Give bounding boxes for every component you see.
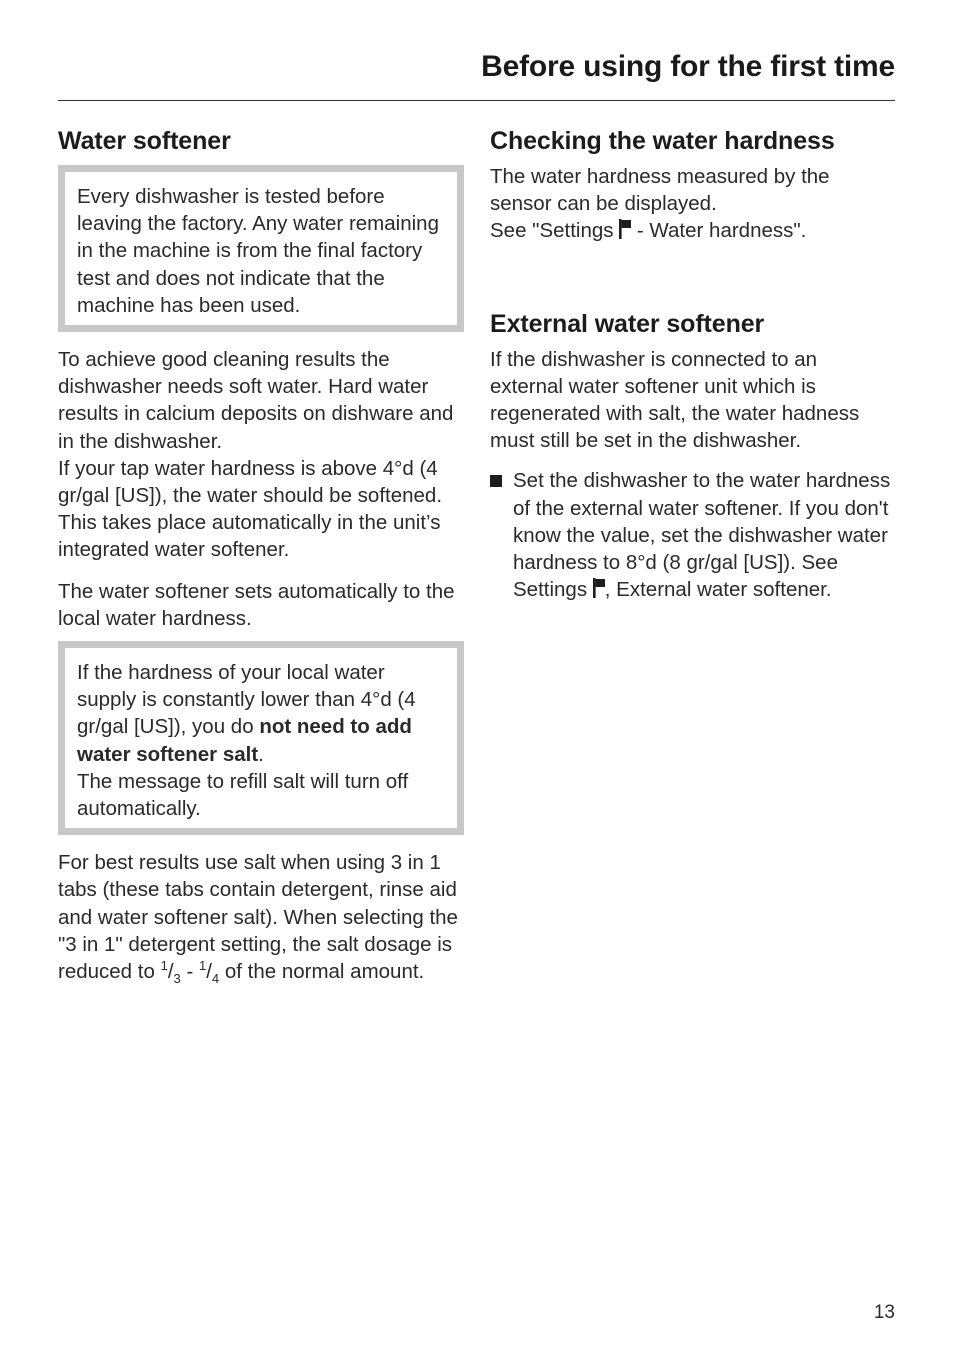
square-bullet-icon bbox=[490, 475, 502, 487]
fraction-numerator: 1 bbox=[160, 958, 168, 974]
bullet-text-start: Set the dishwasher to the water hardness of the external water softener. If you don't know the value, set the dishwasher water hardness to 8°d (8 gr/gal [US]). See Settings bbox=[513, 469, 891, 602]
bullet-set-hardness-text bbox=[513, 467, 895, 605]
fraction-denominator: 4 bbox=[211, 971, 220, 987]
bullet-text-end: , External water softener. bbox=[604, 578, 832, 602]
fraction-numerator: 1 bbox=[198, 958, 207, 974]
note-low-hardness-text-start: If the hardness of your local water supply is constantly lower than 4°d (4 gr/gal [US]), you do bbox=[77, 661, 416, 739]
paragraph-3in1-text-end: of the normal amount. bbox=[219, 960, 425, 984]
paragraph-soft-water: To achieve good cleaning results the dishwasher needs soft water. Hard water results in calcium deposits on dishware and in the dishwasher. bbox=[58, 348, 454, 453]
paragraph-3in1-text: For best results use salt when using 3 in 1 tabs (these tabs contain detergent, rinse aid and water softener salt). When selecting the "3 in 1" detergent setting, the salt dosage is reduced to bbox=[58, 851, 458, 984]
heading-external-water-softener: External water softener bbox=[490, 309, 765, 338]
fraction-denominator: 3 bbox=[173, 971, 181, 987]
paragraph-3in1-tabs: For best results use salt when using 3 in 1 tabs (these tabs contain detergent, rinse aid and water softener salt). When selecting the "3 in 1" detergent setting, the salt dosage is reduced to $^1/_3 - ^1/_4$ of the normal amount. bbox=[58, 851, 458, 987]
list-item bbox=[490, 467, 895, 605]
note-low-hardness-text bbox=[77, 659, 445, 768]
flag-icon bbox=[593, 578, 605, 605]
note-box-low-hardness bbox=[58, 641, 464, 835]
note-low-hardness-emphasis: not need to add water softener salt bbox=[77, 715, 412, 766]
paragraph-tap-water-hardness: If your tap water hardness is above 4°d (4 gr/gal [US]), the water should be softened. This takes place automatically in the unit’s integrated water softener. bbox=[58, 456, 443, 562]
right-column bbox=[490, 124, 895, 605]
note-refill-message-text: The message to refill salt will turn off automatically. bbox=[77, 769, 409, 821]
paragraph-hardness-sensor: The water hardness measured by the sensor can be displayed. bbox=[490, 165, 830, 216]
see-settings-text-end: - Water hardness". bbox=[631, 219, 807, 243]
heading-checking-water-hardness: Checking the water hardness bbox=[490, 127, 835, 155]
title-divider bbox=[58, 100, 895, 101]
page-number: 13 bbox=[873, 1302, 895, 1323]
note-factory-test-text: Every dishwasher is tested before leaving the factory. Any water remaining in the machine is from the final factory test and does not indicate that the machine has been used. bbox=[77, 185, 439, 317]
left-column bbox=[58, 124, 464, 985]
paragraph-auto-setting: The water softener sets automatically to the local water hardness. bbox=[58, 579, 455, 630]
page-title: Before using for the first time bbox=[481, 50, 895, 83]
fraction-separator: - bbox=[180, 960, 199, 984]
paragraph-see-settings bbox=[490, 217, 895, 246]
paragraph-external-softener: If the dishwasher is connected to an external water softener unit which is regenerated with salt, the water hadness must still be set in the dishwasher. bbox=[490, 347, 860, 453]
flag-icon bbox=[619, 219, 631, 246]
heading-water-softener: Water softener bbox=[58, 127, 231, 155]
see-settings-text: See "Settings bbox=[490, 219, 620, 243]
note-box-factory-test bbox=[58, 165, 464, 332]
note-low-hardness-text-end: . bbox=[258, 742, 264, 766]
